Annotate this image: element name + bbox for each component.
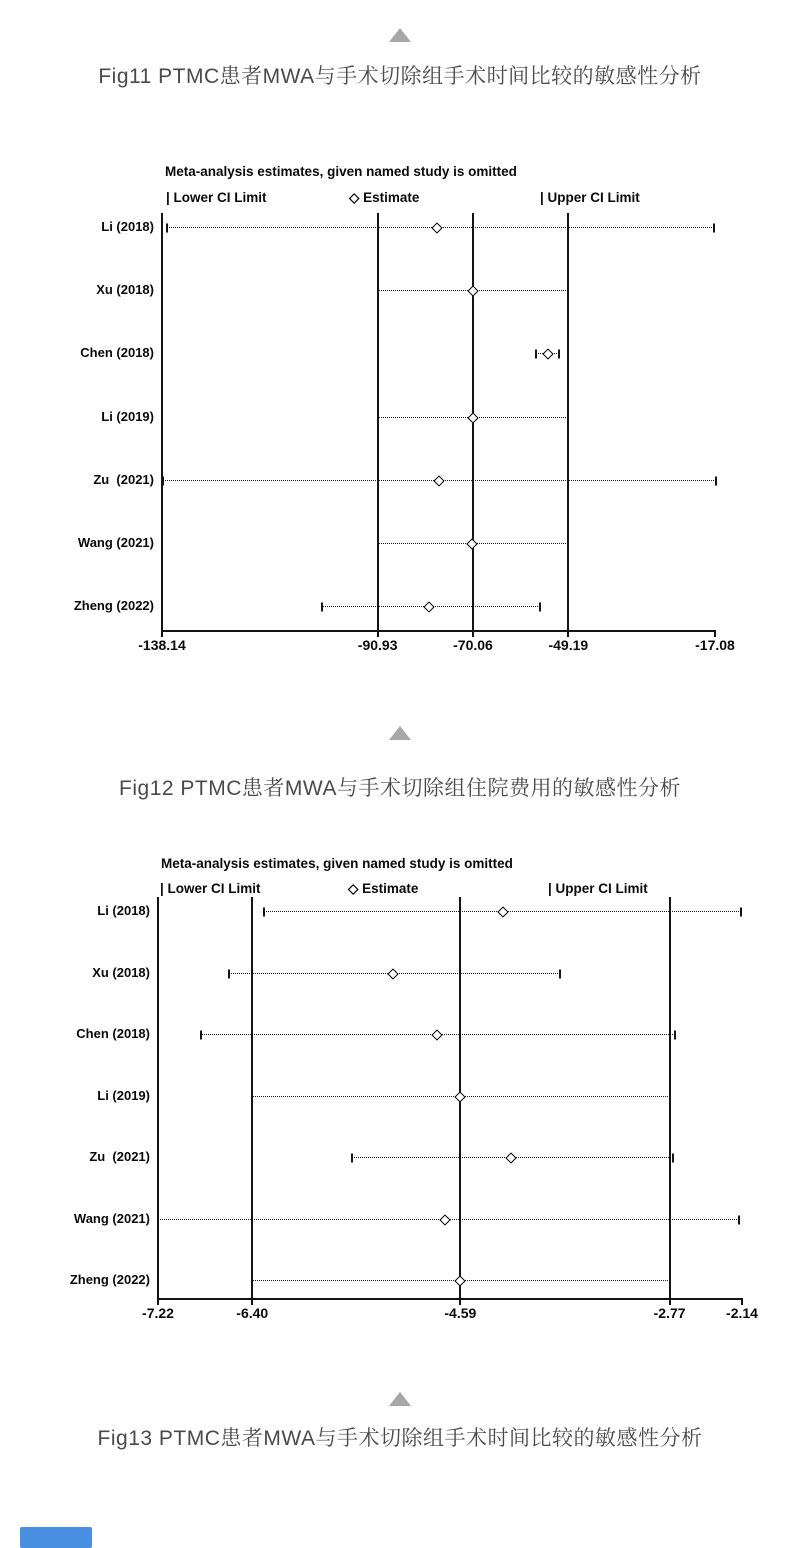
study-label: Li (2019): [97, 1087, 150, 1103]
estimate-diamond: [434, 475, 445, 486]
upper-ci-cap: [567, 540, 569, 549]
x-axis-tick-label: -2.14: [726, 1305, 758, 1321]
lower-ci-cap: [377, 540, 379, 549]
estimate-diamond: [466, 538, 477, 549]
upper-ci-cap: [567, 413, 569, 422]
x-axis-line: [157, 1298, 743, 1300]
lower-ci-cap: [263, 908, 265, 917]
lower-ci-cap: [162, 476, 164, 485]
upper-ci-cap: [669, 1092, 671, 1101]
x-axis-tick-label: -138.14: [138, 637, 186, 653]
figure-caption-11: Fig11 PTMC患者MWA与手术切除组手术时间比较的敏感性分析: [98, 65, 702, 88]
legend-item: | Lower CI Limit: [166, 190, 267, 205]
study-label: Zu (2021): [89, 1149, 150, 1164]
x-axis-tick: [669, 1298, 671, 1305]
estimate-diamond: [424, 602, 435, 613]
study-label: Zheng (2022): [69, 1272, 150, 1287]
estimate-diamond: [497, 906, 508, 917]
estimate-diamond: [440, 1214, 451, 1225]
legend-item: ◇ Estimate: [349, 190, 420, 205]
study-label: Zheng (2022): [73, 598, 154, 614]
x-axis-tick-label: -7.22: [142, 1305, 174, 1321]
x-axis-tick-label: -90.93: [357, 637, 398, 653]
lower-ci-cap: [157, 1215, 159, 1224]
x-axis-tick-label: -4.59: [444, 1305, 477, 1321]
study-label: Chen (2018): [80, 345, 154, 361]
x-axis-tick-label: -2.77: [653, 1305, 686, 1321]
collapse-arrow-icon[interactable]: [389, 1392, 411, 1406]
x-axis-tick-label: -70.06: [453, 637, 493, 653]
lower-ci-cap: [251, 1092, 253, 1101]
upper-ci-cap: [567, 287, 569, 296]
study-label: Xu (2018): [92, 964, 150, 980]
estimate-diamond: [455, 1275, 466, 1286]
x-axis-tick: [377, 630, 379, 637]
lower-ci-cap: [535, 350, 537, 359]
x-axis-tick-label: -6.40: [236, 1305, 269, 1321]
bottom-blue-element[interactable]: [20, 1527, 92, 1548]
lower-ci-cap: [228, 969, 230, 978]
legend-item: | Upper CI Limit: [548, 881, 648, 896]
study-label: Chen (2018): [76, 1026, 150, 1041]
estimate-diamond: [467, 412, 478, 423]
x-axis-line: [161, 630, 716, 632]
upper-ci-cap: [539, 603, 541, 612]
legend-item: | Upper CI Limit: [540, 190, 640, 205]
study-label: Li (2019): [101, 408, 154, 424]
lower-ci-cap: [200, 1031, 202, 1040]
collapse-arrow-icon[interactable]: [389, 28, 411, 42]
estimate-diamond: [467, 286, 478, 297]
chart-title: Meta-analysis estimates, given named study is omitted: [165, 164, 517, 179]
figure-caption-12: Fig12 PTMC患者MWA与手术切除组住院费用的敏感性分析: [119, 777, 681, 800]
lower-ci-cap: [351, 1154, 353, 1163]
lower-ci-cap: [251, 1277, 253, 1286]
upper-ci-cap: [738, 1215, 740, 1224]
y-axis-line: [157, 897, 159, 1298]
legend-item: ◇ Estimate: [348, 881, 419, 896]
estimate-diamond: [432, 222, 443, 233]
y-axis-line: [161, 213, 163, 630]
x-axis-tick-label: -17.08: [695, 637, 735, 653]
collapse-arrow-icon[interactable]: [389, 726, 411, 740]
upper-ci-cap: [715, 476, 717, 485]
estimate-diamond: [432, 1029, 443, 1040]
study-label: Wang (2021): [73, 1210, 150, 1226]
estimate-diamond: [387, 968, 398, 979]
upper-ci-cap: [672, 1154, 674, 1163]
x-axis-tick: [714, 630, 716, 637]
sensitivity-plot-operation-time: [0, 160, 800, 660]
x-axis-tick: [251, 1298, 253, 1305]
study-label: Li (2018): [101, 219, 154, 234]
lower-ci-cap: [377, 287, 379, 296]
lower-ci-cap: [377, 413, 379, 422]
study-label: Li (2018): [97, 903, 150, 918]
x-axis-tick: [567, 630, 569, 637]
x-axis-tick: [741, 1298, 743, 1305]
x-axis-tick: [157, 1298, 159, 1305]
figure-caption-13: Fig13 PTMC患者MWA与手术切除组手术时间比较的敏感性分析: [97, 1427, 703, 1450]
upper-ci-cap: [713, 224, 715, 233]
x-axis-tick-label: -49.19: [548, 637, 589, 653]
estimate-diamond: [455, 1091, 466, 1102]
x-axis-tick: [161, 630, 163, 637]
estimate-diamond: [505, 1152, 516, 1163]
upper-ci-cap: [674, 1031, 676, 1040]
lower-ci-cap: [166, 224, 168, 233]
upper-ci-cap: [740, 908, 742, 917]
lower-ci-cap: [321, 603, 323, 612]
upper-ci-cap: [669, 1277, 671, 1286]
chart-title: Meta-analysis estimates, given named study is omitted: [161, 856, 513, 871]
x-axis-tick: [459, 1298, 461, 1305]
estimate-diamond: [543, 349, 554, 360]
study-label: Xu (2018): [96, 282, 154, 298]
upper-ci-cap: [558, 350, 560, 359]
upper-ci-cap: [559, 969, 561, 978]
study-label: Wang (2021): [77, 535, 154, 550]
legend-item: | Lower CI Limit: [160, 881, 261, 896]
study-label: Zu (2021): [93, 471, 154, 487]
x-axis-tick: [472, 630, 474, 637]
sensitivity-plot-hospital-cost: [0, 850, 800, 1330]
